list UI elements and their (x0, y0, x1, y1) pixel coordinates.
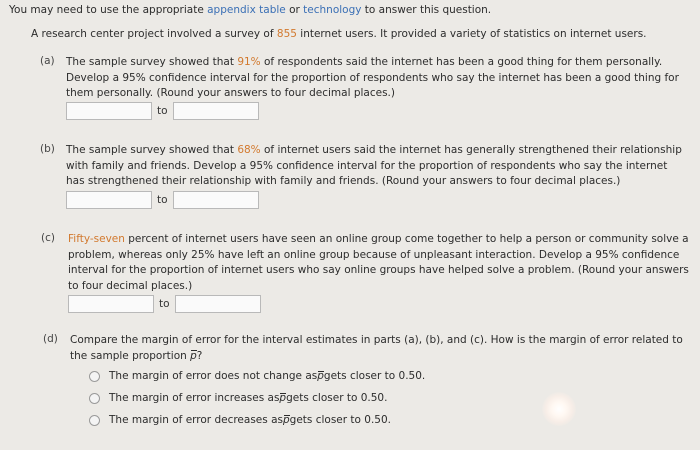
option-no-change[interactable]: The margin of error does not change as p gets closer to 0.50. (89, 370, 425, 382)
part-a-question: The sample survey showed that 91% of respondents said the internet has been a good thing for them personally. Develop a 95% confidence interval for the proportion of respondents who say the internet has been a good thing for them personally. (Round your answers to four decimal places.) (66, 56, 679, 99)
part-a-upper-input[interactable] (173, 102, 259, 120)
p-bar-symbol: p (282, 414, 290, 426)
part-b-lower-input[interactable] (66, 191, 152, 209)
part-b-to-label: to (157, 194, 168, 206)
part-d-question: Compare the margin of error for the interval estimates in parts (a), (b), and (c). How is the margin of error related to the sample proportion p? (70, 333, 683, 364)
screen-glare (542, 392, 576, 426)
part-a-lower-input[interactable] (66, 102, 152, 120)
part-a-to-label: to (157, 105, 168, 117)
part-c-percent: Fifty-seven (68, 233, 125, 245)
part-b-label: (b) (40, 143, 55, 155)
part-c-to-label: to (159, 298, 170, 310)
option-increases[interactable]: The margin of error increases as p gets closer to 0.50. (89, 392, 387, 404)
part-c-upper-input[interactable] (175, 295, 261, 313)
technology-link[interactable]: technology (303, 4, 362, 16)
instruction-text: You may need to use the appropriate appendix table or technology to answer this question. (9, 4, 492, 16)
radio-button[interactable] (89, 371, 100, 382)
p-bar-symbol: p (317, 370, 324, 382)
part-a-label: (a) (40, 55, 55, 67)
part-c-question: Fifty-seven percent of internet users have seen an online group come together to help a person or community solve a problem, whereas only 25% have left an online group because of unpleasant interaction. Develop a 95% confidence interval for the proportion of internet users who say online groups have helped solve a problem. (Round your answers to four decimal places.) (68, 233, 689, 292)
part-b-percent: 68% (237, 144, 261, 156)
part-b-upper-input[interactable] (173, 191, 259, 209)
part-c-answer-row (68, 295, 261, 313)
radio-button[interactable] (89, 393, 100, 404)
problem-context: A research center project involved a survey of 855 internet users. It provided a variety of statistics on internet users. (31, 28, 647, 40)
part-c-label: (c) (41, 232, 55, 244)
survey-size: 855 (276, 28, 297, 40)
option-decreases[interactable]: The margin of error decreases as p gets closer to 0.50. (89, 414, 391, 426)
appendix-table-link[interactable]: appendix table (207, 4, 286, 16)
p-bar-symbol: p (279, 392, 287, 404)
part-a-percent: 91% (237, 56, 261, 68)
part-b-answer-row (66, 191, 259, 209)
part-d-label: (d) (43, 333, 58, 345)
part-b-question: The sample survey showed that 68% of internet users said the internet has generally strengthened their relationship with family and friends. Develop a 95% confidence interval for the proportion of respondents who say the internet has strengthened their relationship with family and friends. (Round your answers to four decimal places.) (66, 144, 682, 187)
p-bar-symbol: p (190, 349, 197, 365)
part-c-lower-input[interactable] (68, 295, 154, 313)
radio-button[interactable] (89, 415, 100, 426)
part-a-answer-row (66, 102, 259, 120)
